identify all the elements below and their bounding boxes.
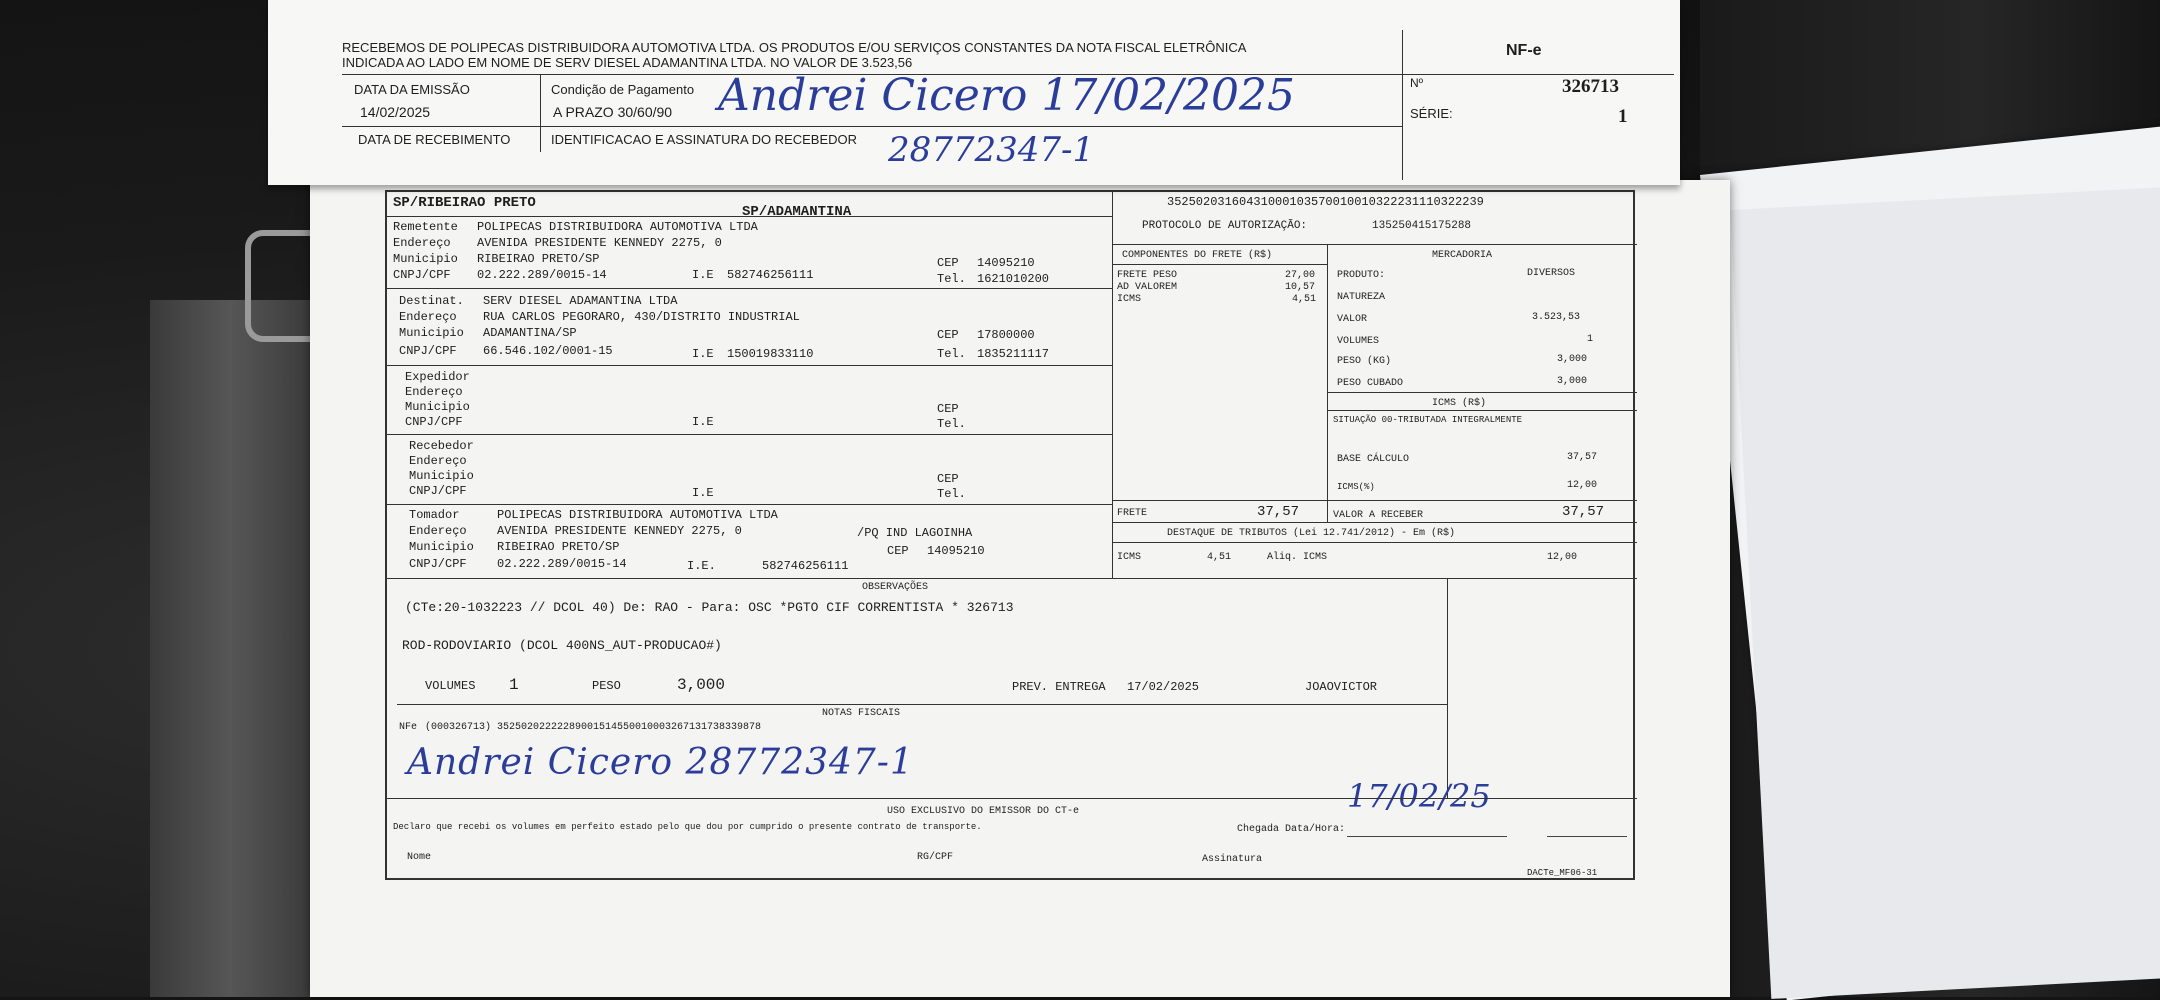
icms-title: ICMS (R$) [1432, 398, 1487, 409]
destinatario-municipio: ADAMANTINA/SP [483, 326, 577, 340]
observacoes-line1: (CTe:20-1032223 // DCOL 40) De: RAO - Para: OSC *PGTO CIF CORRENTISTA * 326713 [405, 600, 1014, 615]
valor-receber: 37,57 [1562, 504, 1605, 520]
destaque-title: DESTAQUE DE TRIBUTOS (Lei 12.741/2012) - Em (R$) [1167, 528, 1456, 539]
tomador-ie-label: I.E. [687, 559, 716, 573]
observacoes-title: OBSERVAÇÕES [862, 582, 929, 593]
destaque-aliq: 12,00 [1547, 552, 1578, 563]
rg-cpf-label: RG/CPF [917, 852, 954, 863]
destinatario-nome: SERV DIESEL ADAMANTINA LTDA [483, 294, 678, 308]
modelo-label: DACTe_MF06-31 [1527, 868, 1598, 878]
expedidor-cnpj-label: CNPJ/CPF [405, 415, 463, 429]
remetente-cnpj: 02.222.289/0015-14 [477, 268, 607, 282]
base-calculo: 37,57 [1567, 452, 1598, 463]
tomador-municipio-label: Municipio [409, 540, 474, 554]
nfe-chave: (000326713) 35250202222289001514550010003267131738339878 [425, 722, 762, 733]
tomador-municipio: RIBEIRAO PRETO/SP [497, 540, 620, 554]
recebedor-endereco-label: Endereço [409, 454, 467, 468]
handwritten-signature-nfe: Andrei Cicero 28772347-1 [407, 742, 914, 783]
numero-label: Nº [1410, 76, 1424, 90]
protocolo: 135250415175288 [1372, 220, 1472, 232]
expedidor-cep-label: CEP [937, 402, 959, 416]
peso-label: PESO (KG) [1337, 356, 1392, 367]
notas-title: NOTAS FISCAIS [822, 708, 901, 719]
remetente-tel-label: Tel. [937, 272, 966, 286]
destinatario-cnpj: 66.546.102/0001-15 [483, 344, 613, 358]
destinatario-label: Destinat. [399, 294, 464, 308]
frete-label: FRETE [1117, 508, 1148, 519]
base-calculo-label: BASE CÁLCULO [1337, 454, 1410, 465]
componente-ad-valorem-label: AD VALOREM [1117, 282, 1178, 293]
recebedor-cep-label: CEP [937, 472, 959, 486]
valor-label: VALOR [1337, 314, 1368, 325]
natureza-label: NATUREZA [1337, 292, 1386, 303]
prev-entrega: 17/02/2025 [1127, 680, 1200, 694]
data-emissao: 14/02/2025 [360, 104, 431, 120]
origem: SP/RIBEIRAO PRETO [393, 195, 536, 211]
condicao: A PRAZO 30/60/90 [553, 104, 673, 120]
prev-entrega-label: PREV. ENTREGA [1012, 680, 1106, 694]
handwritten-receipt-signature: Andrei Cicero 17/02/2025 [718, 70, 1295, 121]
tomador-nome: POLIPECAS DISTRIBUIDORA AUTOMOTIVA LTDA [497, 508, 778, 522]
obs-volumes: 1 [509, 676, 519, 694]
tomador-endereco: AVENIDA PRESIDENTE KENNEDY 2275, 0 [497, 524, 742, 538]
recebedor-label: Recebedor [409, 439, 474, 453]
remetente-cep: 14095210 [977, 256, 1035, 270]
destinatario-tel: 1835211117 [977, 347, 1050, 361]
data-emissao-label: DATA DA EMISSÃO [354, 82, 470, 97]
tomador-cnpj-label: CNPJ/CPF [409, 557, 467, 571]
destaque-aliq-label: Aliq. ICMS [1267, 552, 1328, 563]
nfe-serie: 1 [1618, 106, 1628, 127]
remetente-tel: 1621010200 [977, 272, 1050, 286]
condicao-label: Condição de Pagamento [551, 82, 695, 97]
remetente-ie: 582746256111 [727, 268, 814, 282]
dacte-form [385, 190, 1635, 880]
protocolo-label: PROTOCOLO DE AUTORIZAÇÃO: [1142, 220, 1308, 232]
destaque-icms: 4,51 [1207, 552, 1232, 563]
remetente-ie-label: I.E [692, 268, 714, 282]
componente-icms-value: 4,51 [1292, 294, 1317, 305]
handwritten-date: 17/02/25 [1347, 777, 1491, 815]
obs-peso-label: PESO [592, 679, 621, 693]
serie-label: SÉRIE: [1410, 106, 1453, 121]
destinatario-cep-label: CEP [937, 328, 959, 342]
volumes: 1 [1587, 334, 1594, 345]
data-recebimento-label: DATA DE RECEBIMENTO [358, 132, 511, 147]
valor-receber-label: VALOR A RECEBER [1333, 510, 1424, 521]
peso: 3,000 [1557, 354, 1588, 365]
tomador-endereco-label: Endereço [409, 524, 467, 538]
remetente-nome: POLIPECAS DISTRIBUIDORA AUTOMOTIVA LTDA [477, 220, 758, 234]
destinatario-ie: 150019833110 [727, 347, 814, 361]
destinatario-cep: 17800000 [977, 328, 1035, 342]
uso-title: USO EXCLUSIVO DO EMISSOR DO CT-e [887, 806, 1080, 817]
tomador-cep-label: CEP [887, 544, 909, 558]
tomador-cnpj: 02.222.289/0015-14 [497, 557, 627, 571]
icms-situacao: SITUAÇÃO 00-TRIBUTADA INTEGRALMENTE [1333, 415, 1523, 425]
peso-cubado: 3,000 [1557, 376, 1588, 387]
componentes-title: COMPONENTES DO FRETE (R$) [1122, 250, 1273, 261]
nfe-numero: 326713 [1562, 76, 1619, 97]
remetente-endereco: AVENIDA PRESIDENTE KENNEDY 2275, 0 [477, 236, 722, 250]
recebedor-cnpj-label: CNPJ/CPF [409, 484, 467, 498]
remetente-cep-label: CEP [937, 256, 959, 270]
componente-icms-label: ICMS [1117, 294, 1142, 305]
destaque-icms-label: ICMS [1117, 552, 1142, 563]
tomador-cep: 14095210 [927, 544, 985, 558]
valor: 3.523,53 [1532, 312, 1581, 323]
destinatario-cnpj-label: CNPJ/CPF [399, 344, 457, 358]
receipt-line2: INDICADA AO LADO EM NOME DE SERV DIESEL ADAMANTINA LTDA. NO VALOR DE 3.523,56 [342, 55, 913, 70]
receipt-strip [268, 0, 1680, 185]
assinatura-label: Assinatura [1202, 854, 1263, 865]
destinatario-municipio-label: Municipio [399, 326, 464, 340]
nome-label: Nome [407, 852, 432, 863]
obs-volumes-label: VOLUMES [425, 679, 476, 693]
remetente-municipio: RIBEIRAO PRETO/SP [477, 252, 600, 266]
volumes-label: VOLUMES [1337, 336, 1380, 347]
produto-label: PRODUTO: [1337, 270, 1386, 281]
destinatario-endereco: RUA CARLOS PEGORARO, 430/DISTRITO INDUSTRIAL [483, 310, 800, 324]
recebedor-ie-label: I.E [692, 486, 714, 500]
expedidor-endereco-label: Endereço [405, 385, 463, 399]
obs-peso: 3,000 [677, 676, 726, 694]
tomador-label: Tomador [409, 508, 460, 522]
peso-cubado-label: PESO CUBADO [1337, 378, 1404, 389]
icms-aliq: 12,00 [1567, 480, 1598, 491]
remetente-label: Remetente [393, 220, 458, 234]
destinatario-tel-label: Tel. [937, 347, 966, 361]
expedidor-ie-label: I.E [692, 415, 714, 429]
nfe-title: NF-e [1506, 42, 1542, 59]
declaro-text: Declaro que recebi os volumes em perfeito estado pelo que dou por cumprido o presente contrato de transporte. [393, 822, 982, 832]
tomador-bairro: /PQ IND LAGOINHA [857, 526, 973, 540]
handwritten-receipt-number: 28772347-1 [888, 130, 1095, 170]
chave-acesso: 35250203160431000103570010010322231110322239 [1167, 195, 1484, 209]
recebedor-tel-label: Tel. [937, 487, 966, 501]
recebedor-municipio-label: Municipio [409, 469, 474, 483]
receipt-line1: RECEBEMOS DE POLIPECAS DISTRIBUIDORA AUTOMOTIVA LTDA. OS PRODUTOS E/OU SERVIÇOS CONSTANTES DA NOTA FISCAL ELETRÔNICA [342, 40, 1247, 55]
usuario: JOAOVICTOR [1305, 680, 1378, 694]
loose-paper-under [1730, 187, 2160, 999]
expedidor-tel-label: Tel. [937, 417, 966, 431]
frete-total: 37,57 [1257, 504, 1300, 520]
produto: DIVERSOS [1527, 268, 1576, 279]
chegada-label: Chegada Data/Hora: [1237, 824, 1346, 835]
mercadoria-title: MERCADORIA [1432, 250, 1493, 261]
remetente-cnpj-label: CNPJ/CPF [393, 268, 451, 282]
destino: SP/ADAMANTINA [742, 204, 852, 220]
componente-frete-peso-value: 27,00 [1285, 270, 1316, 281]
remetente-municipio-label: Municipio [393, 252, 458, 266]
expedidor-label: Expedidor [405, 370, 470, 384]
destinatario-ie-label: I.E [692, 347, 714, 361]
componente-frete-peso-label: FRETE PESO [1117, 270, 1178, 281]
tomador-ie: 582746256111 [762, 559, 849, 573]
componente-ad-valorem-value: 10,57 [1285, 282, 1316, 293]
observacoes-line2: ROD-RODOVIARIO (DCOL 400NS_AUT-PRODUCAO#) [402, 638, 722, 653]
destinatario-endereco-label: Endereço [399, 310, 457, 324]
identificacao-label: IDENTIFICACAO E ASSINATURA DO RECEBEDOR [551, 132, 858, 147]
expedidor-municipio-label: Municipio [405, 400, 470, 414]
nfe-label: NFe [399, 722, 418, 733]
icms-aliq-label: ICMS(%) [1337, 482, 1375, 492]
remetente-endereco-label: Endereço [393, 236, 451, 250]
